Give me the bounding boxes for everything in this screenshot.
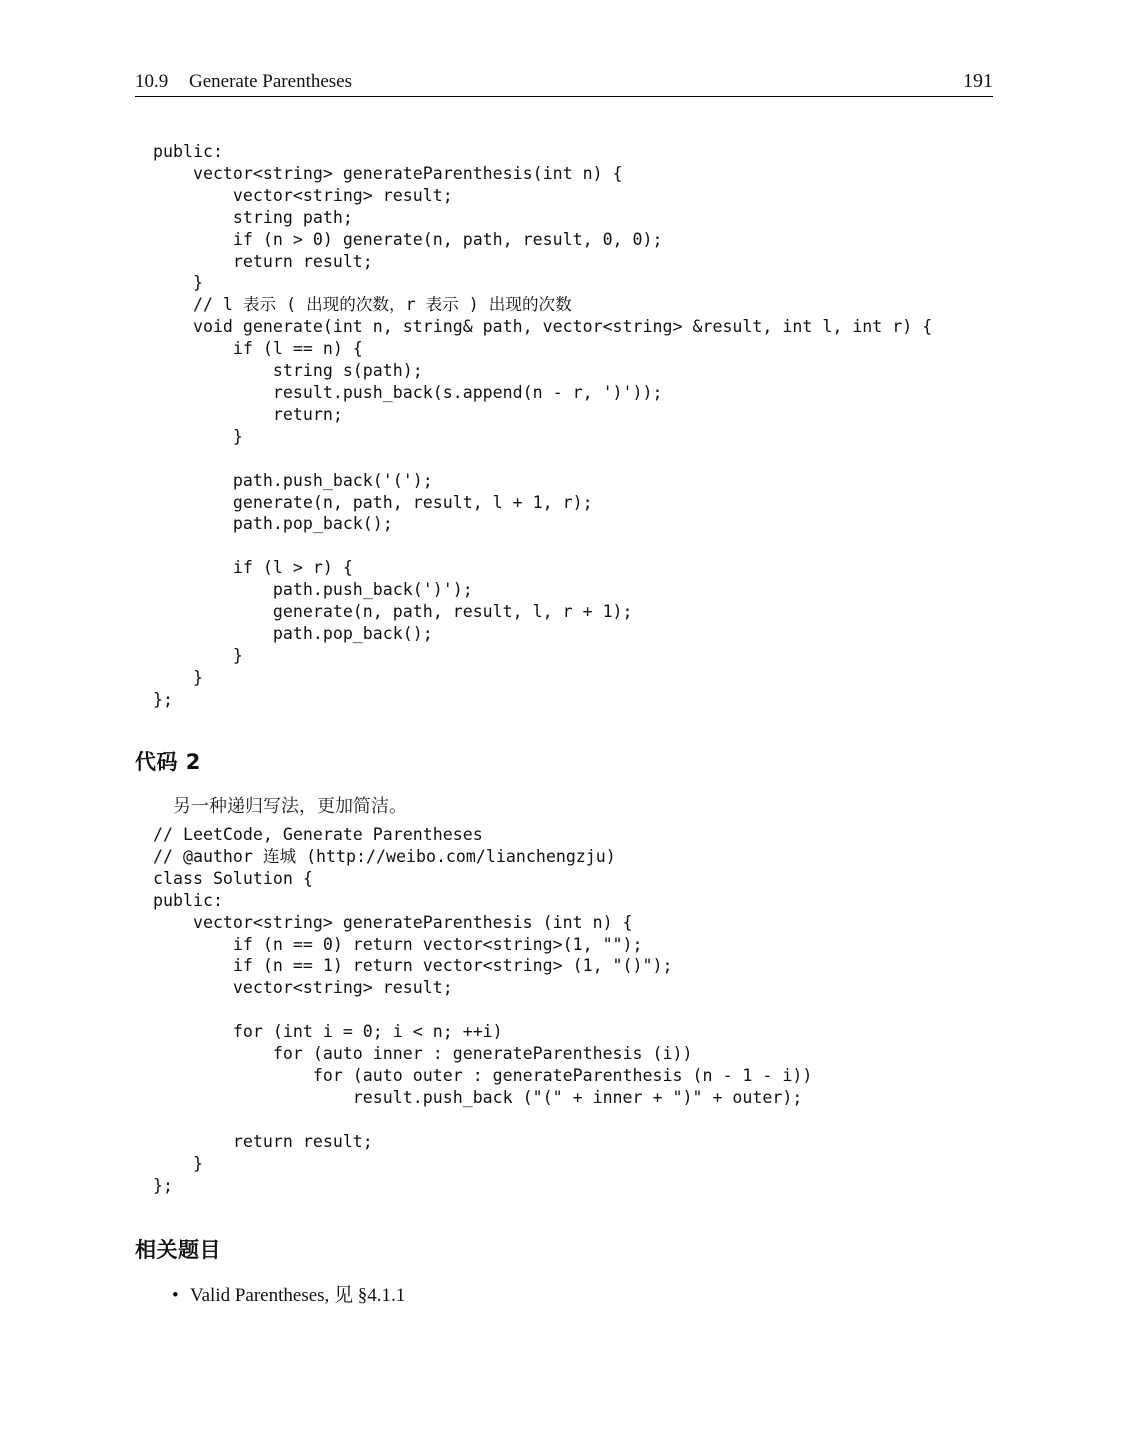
section-title: Generate Parentheses bbox=[189, 71, 353, 92]
code2-heading: 代码 2 bbox=[135, 750, 201, 774]
related-item-text: Valid Parentheses, 见 §4.1.1 bbox=[190, 1285, 406, 1306]
related-problems-list bbox=[172, 1280, 405, 1307]
code2-description: 另一种递归写法，更加简洁。 bbox=[173, 796, 407, 817]
section-number: 10.9 bbox=[135, 71, 169, 92]
bullet-icon: • bbox=[172, 1285, 179, 1306]
code-block-1: public: vector<string> generateParenthesis(int n) { vector<string> result; string path; if (n > 0) generate(n, path, result, 0, 0); return result; } // l 表示 ( 出现的次数，r 表示 ) 出现的次数 void generate(int n, string& path, vector<string> &result, int l, int r) { if (l == n) { string s(path); result.push_back(s.append(n - r, ')')); return; } path.push_back('('); generate(n, path, result, l + 1, r); path.pop_back(); if (l > r) { path.push_back(')'); generate(n, path, result, l, r + 1); path.pop_back(); } } }; bbox=[153, 142, 933, 709]
running-header bbox=[135, 68, 993, 97]
list-item bbox=[172, 1280, 405, 1307]
code-block-2: // LeetCode, Generate Parentheses // @author 连城 (http://weibo.com/lianchengzju) class Solution { public: vector<string> generateParenthesis (int n) { if (n == 0) return vector<string>(1, ""); if (n == 1) return vector<string> (1, "()"); vector<string> result; for (int i = 0; i < n; ++i) for (auto inner : generateParenthesis (i)) for (auto outer : generateParenthesis (n - 1 - i)) result.push_back ("(" + inner + ")" + outer); return result; } }; bbox=[153, 825, 813, 1195]
related-problems-heading: 相关题目 bbox=[135, 1238, 221, 1262]
page-number: 191 bbox=[963, 70, 993, 92]
